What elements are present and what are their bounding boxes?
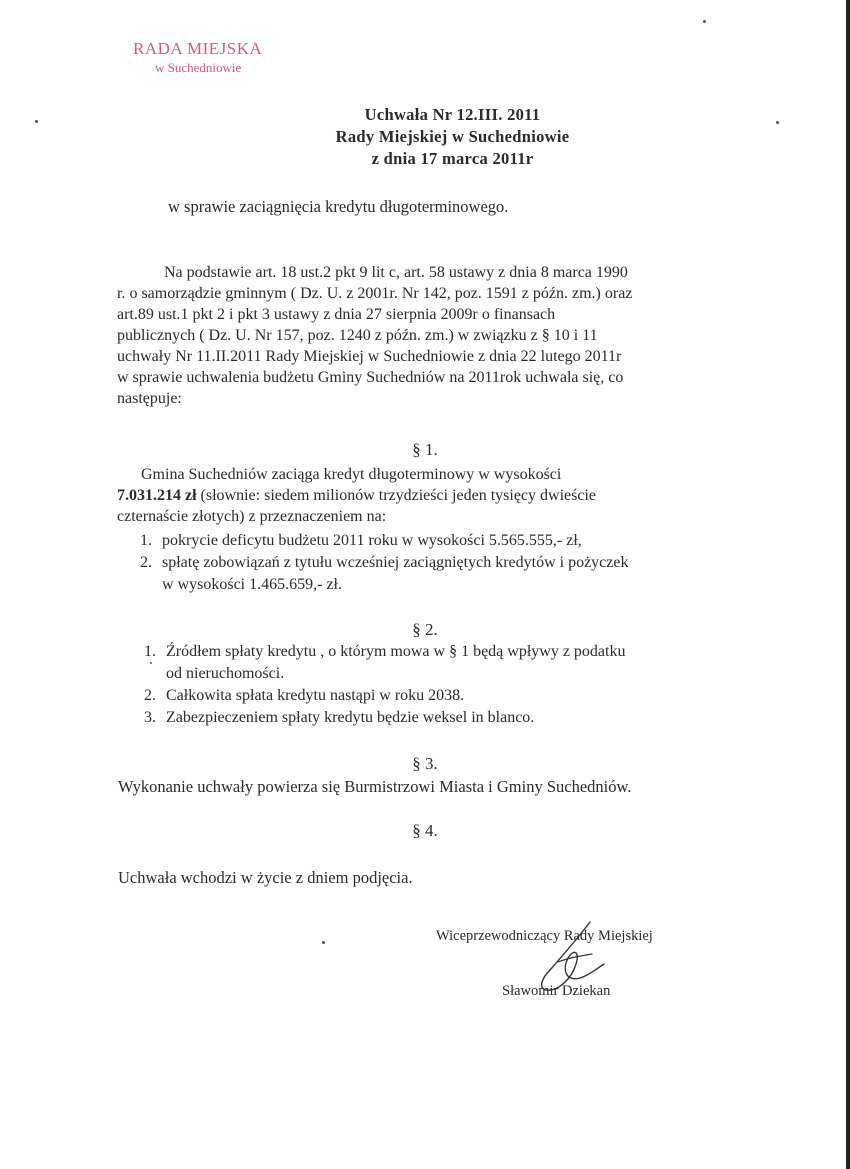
title-line: Rady Miejskiej w Suchedniowie: [335, 127, 570, 146]
stamp-line: w Suchedniowie: [155, 59, 242, 75]
list-item: [140, 552, 628, 574]
list-item-continuation: od nieruchomości.: [166, 665, 285, 682]
list-item: [144, 641, 625, 663]
section-4-body: Uchwała wchodzi w życie z dniem podjęcia.: [118, 868, 413, 887]
preamble-line: art.89 ust.1 pkt 2 i pkt 3 ustawy z dnia 27 sierpnia 2009r o finansach: [117, 306, 556, 323]
list-item-text: Zabezpieczeniem spłaty kredytu będzie weksel in blanco.: [166, 709, 535, 726]
list-item-number: 1.: [144, 643, 156, 660]
list-item-text: Całkowita spłata kredytu nastąpi w roku 2038.: [166, 687, 465, 704]
council-stamp: [133, 40, 262, 75]
section-1-body: [117, 464, 757, 527]
scan-speck: [322, 941, 325, 944]
section-1-line: czternaście złotych) z przeznaczeniem na:: [117, 508, 387, 525]
section-3-body: Wykonanie uchwały powierza się Burmistrzowi Miasta i Gminy Suchedniów.: [118, 777, 632, 796]
section-1-line: [117, 485, 757, 506]
preamble-line: następuje:: [117, 390, 182, 407]
section-1-line: Gmina Suchedniów zaciąga kredyt długoterminowy w wysokości: [141, 466, 562, 483]
resolution-subject: w sprawie zaciągnięcia kredytu długoterminowego.: [168, 197, 509, 216]
preamble-line: uchwały Nr 11.II.2011 Rady Miejskiej w Suchedniowie z dnia 22 lutego 2011r: [117, 348, 622, 365]
section-3-heading: § 3.: [412, 754, 438, 773]
preamble: [117, 262, 757, 409]
section-1-line-rest: (słownie: siedem milionów trzydzieści jeden tysięcy dwieście: [196, 487, 596, 504]
title-line: Uchwała Nr 12.III. 2011: [364, 105, 541, 124]
stamp-line: RADA MIEJSKA: [133, 39, 263, 58]
section-2-list: [144, 641, 625, 729]
scan-speck: [703, 20, 706, 23]
list-item-number: 3.: [144, 709, 156, 726]
scan-edge: [846, 0, 850, 1169]
list-item: [140, 530, 628, 552]
list-item-number: 2.: [140, 554, 152, 571]
section-1-list: [140, 530, 628, 596]
section-1-heading: § 1.: [412, 440, 438, 459]
credit-amount: 7.031.214 zł: [117, 487, 197, 504]
signatory-name: Sławomir Dziekan: [502, 983, 611, 999]
list-item: [144, 707, 625, 729]
list-item: [144, 685, 625, 707]
section-4-heading: § 4.: [412, 821, 438, 840]
resolution-title: [0, 104, 850, 170]
preamble-line: publicznych ( Dz. U. Nr 157, poz. 1240 z późn. zm.) w związku z § 10 i 11: [117, 327, 598, 344]
list-item-text: pokrycie deficytu budżetu 2011 roku w wysokości 5.565.555,- zł,: [162, 532, 582, 549]
preamble-line: Na podstawie art. 18 ust.2 pkt 9 lit c, art. 58 ustawy z dnia 8 marca 1990: [164, 264, 628, 281]
list-item-number: 2.: [144, 687, 156, 704]
signatory-title: Wiceprzewodniczący Rady Miejskiej: [436, 928, 653, 944]
title-line: z dnia 17 marca 2011r: [371, 149, 534, 168]
preamble-line: w sprawie uchwalenia budżetu Gminy Suchedniów na 2011rok uchwala się, co: [117, 369, 624, 386]
list-item-text: Źródłem spłaty kredytu , o którym mowa w § 1 będą wpływy z podatku: [166, 643, 626, 660]
preamble-line: r. o samorządzie gminnym ( Dz. U. z 2001r. Nr 142, poz. 1591 z późn. zm.) oraz: [117, 285, 633, 302]
section-2-heading: § 2.: [412, 620, 438, 639]
list-item-text: spłatę zobowiązań z tytułu wcześniej zaciągniętych kredytów i pożyczek: [162, 554, 629, 571]
list-item-continuation: w wysokości 1.465.659,- zł.: [162, 576, 342, 593]
list-item-number: 1.: [140, 532, 152, 549]
